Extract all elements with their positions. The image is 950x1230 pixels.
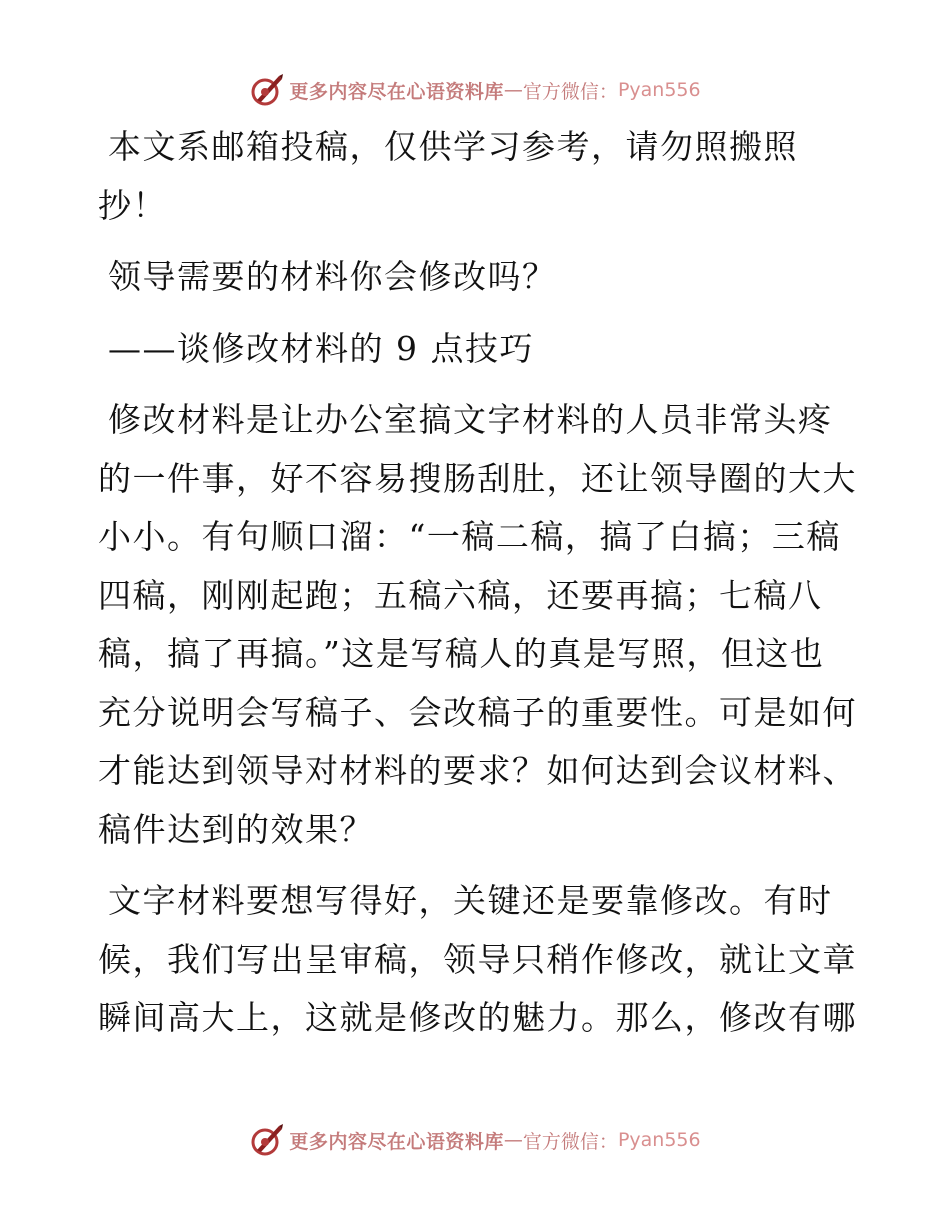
quill-pen-icon	[249, 72, 285, 108]
watermark-text: 更多内容尽在心语资料库	[289, 1130, 504, 1153]
paragraph-body-2: 文字材料要想写得好，关键还是要靠修改。有时候，我们写出呈审稿，领导只稍作修改，就让文章瞬间高大上，这就是修改的魅力。那么，修改有哪	[98, 881, 857, 1037]
paragraph-title: 领导需要的材料你会修改吗？	[108, 257, 557, 296]
watermark-text: 更多内容尽在心语资料库	[289, 80, 504, 103]
watermark-wechat-label: 官方微信：	[522, 80, 618, 103]
paragraph-notice: 本文系邮箱投稿，仅供学习参考，请勿照搬照抄！	[98, 127, 798, 225]
watermark-wechat-id: Pyan556	[617, 1129, 701, 1151]
watermark-wechat-id: Pyan556	[617, 79, 701, 101]
watermark-wechat-label: 官方微信：	[522, 1130, 618, 1153]
footer-watermark	[0, 1120, 950, 1160]
watermark-separator: —	[503, 1129, 523, 1151]
document-body	[98, 118, 858, 1061]
quill-pen-icon	[249, 1122, 285, 1158]
watermark-separator: —	[503, 79, 523, 101]
paragraph-body-1: 修改材料是让办公室搞文字材料的人员非常头疼的一件事，好不容易搜肠刮肚，还让领导圈的大大小小。有句顺口溜：“一稿二稿，搞了白搞；三稿四稿，刚刚起跑；五稿六稿，还要再搞；七稿八稿，搞了再搞。”这是写稿人的真是写照，但这也充分说明会写稿子、会改稿子的重要性。可是如何才能达到领导对材料的要求？如何达到会议材料、稿件达到的效果？	[98, 400, 857, 849]
paragraph-subtitle: ——谈修改材料的 9 点技巧	[108, 328, 534, 368]
header-watermark	[0, 70, 950, 110]
